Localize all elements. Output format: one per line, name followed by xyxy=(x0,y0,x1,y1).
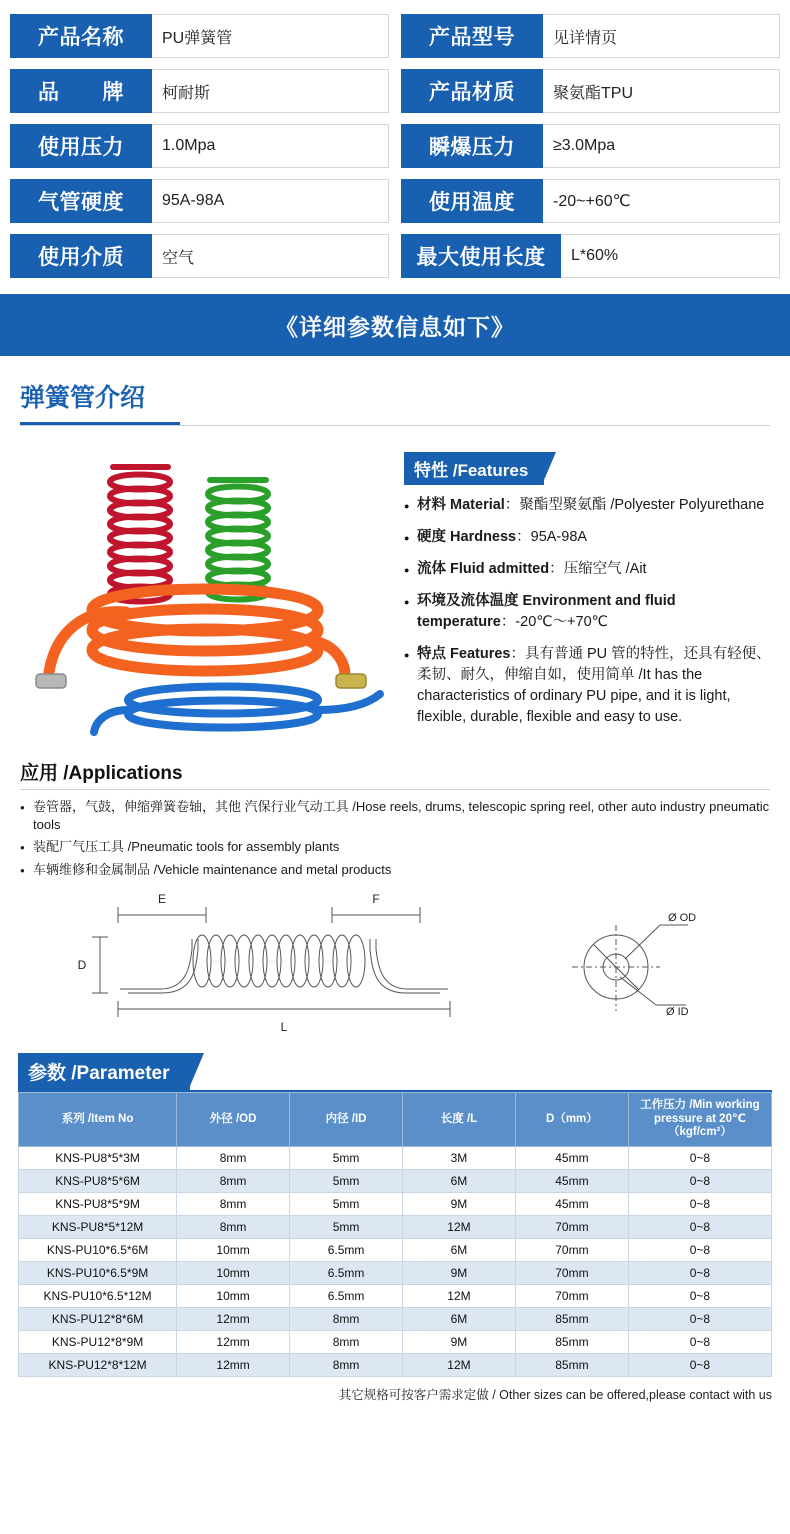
cell-item-no: KNS-PU8*5*3M xyxy=(19,1147,177,1170)
intro-heading xyxy=(20,378,770,426)
spec-row xyxy=(10,179,389,223)
dim-label-l: L xyxy=(280,1019,288,1034)
feature-item xyxy=(404,495,772,516)
hose-coupler xyxy=(36,674,66,688)
spec-label: 产品材质 xyxy=(401,69,543,113)
cell-item-no: KNS-PU12*8*12M xyxy=(19,1354,177,1377)
col-d: D（mm） xyxy=(515,1092,628,1146)
intro-heading-text: 弹簧管介绍 xyxy=(20,384,146,412)
cell-id: 6.5mm xyxy=(290,1285,403,1308)
spec-grid xyxy=(0,0,790,284)
cell-item-no: KNS-PU10*6.5*9M xyxy=(19,1262,177,1285)
cell-pressure: 0~8 xyxy=(628,1216,771,1239)
spec-value: 聚氨酯TPU xyxy=(543,69,780,113)
spec-value: 空气 xyxy=(152,234,389,278)
cell-length: 9M xyxy=(403,1193,516,1216)
spec-row xyxy=(401,69,780,113)
applications-divider xyxy=(20,789,770,790)
spec-value: 1.0Mpa xyxy=(152,124,389,168)
parameter-title: 参数 /Parameter xyxy=(18,1053,190,1090)
spec-label: 最大使用长度 xyxy=(401,234,561,278)
intro-block xyxy=(18,442,772,752)
spec-value: ≥3.0Mpa xyxy=(543,124,780,168)
feature-term: 材料 Material xyxy=(417,497,505,513)
cell-length: 12M xyxy=(403,1354,516,1377)
cell-length: 3M xyxy=(403,1147,516,1170)
cell-id: 5mm xyxy=(290,1170,403,1193)
cell-id: 8mm xyxy=(290,1331,403,1354)
spec-value: 95A-98A xyxy=(152,179,389,223)
table-row xyxy=(19,1285,772,1308)
spec-value: L*60% xyxy=(561,234,780,278)
cell-od: 10mm xyxy=(177,1239,290,1262)
application-item: ● 车辆维修和金属制品 /Vehicle maintenance and metal products xyxy=(20,861,770,879)
parameter-heading xyxy=(18,1053,772,1092)
feature-item xyxy=(404,527,772,548)
cell-item-no: KNS-PU8*5*9M xyxy=(19,1193,177,1216)
cell-id: 8mm xyxy=(290,1308,403,1331)
col-id: 内径 /ID xyxy=(290,1092,403,1146)
cell-id: 5mm xyxy=(290,1216,403,1239)
spec-label: 使用介质 xyxy=(10,234,152,278)
cell-length: 12M xyxy=(403,1216,516,1239)
features-list xyxy=(404,495,772,728)
cell-length: 6M xyxy=(403,1239,516,1262)
feature-term: 流体 Fluid admitted xyxy=(417,561,550,578)
cell-pressure: 0~8 xyxy=(628,1354,771,1377)
feature-desc: ：95A-98A xyxy=(516,529,588,546)
feature-term: 硬度 Hardness xyxy=(417,529,517,546)
applications-title: 应用 /Applications xyxy=(20,763,183,784)
cell-item-no: KNS-PU8*5*6M xyxy=(19,1170,177,1193)
cell-pressure: 0~8 xyxy=(628,1193,771,1216)
cell-od: 12mm xyxy=(177,1354,290,1377)
col-od: 外径 /OD xyxy=(177,1092,290,1146)
spec-value: 见详情页 xyxy=(543,14,780,58)
table-footnote: 其它规格可按客户需求定做 / Other sizes can be offered,please contact with us xyxy=(338,1388,772,1403)
table-row xyxy=(19,1193,772,1216)
parameter-table xyxy=(18,1092,772,1377)
col-length: 长度 /L xyxy=(403,1092,516,1146)
cell-pressure: 0~8 xyxy=(628,1147,771,1170)
dim-label-od: Ø OD xyxy=(668,911,697,924)
cell-d: 70mm xyxy=(515,1262,628,1285)
spec-label: 产品型号 xyxy=(401,14,543,58)
spec-label: 瞬爆压力 xyxy=(401,124,543,168)
feature-desc: ：聚酯型聚氨酯 /Polyester Polyurethane xyxy=(504,497,765,513)
application-item: ● 卷管器，气鼓，伸缩弹簧卷轴，其他 汽保行业气动工具 /Hose reels, drums, telescopic spring reel, other auto industry pneumatic tools xyxy=(20,798,770,834)
cell-id: 8mm xyxy=(290,1354,403,1377)
cell-item-no: KNS-PU12*8*9M xyxy=(19,1331,177,1354)
cell-pressure: 0~8 xyxy=(628,1239,771,1262)
feature-desc: ：具有普通 PU 管的特性，还具有轻便、柔韧、耐久，伸缩自如，使用简单 /It has the characteristics of ordinary PU pipe, and it is light, flexible, durable, flexible and easy to use. xyxy=(417,646,771,726)
table-row xyxy=(19,1216,772,1239)
spec-row xyxy=(401,124,780,168)
cell-od: 10mm xyxy=(177,1262,290,1285)
spec-row xyxy=(401,179,780,223)
cell-od: 8mm xyxy=(177,1193,290,1216)
cell-item-no: KNS-PU10*6.5*12M xyxy=(19,1285,177,1308)
cell-od: 8mm xyxy=(177,1216,290,1239)
table-row xyxy=(19,1147,772,1170)
col-item-no: 系列 /Item No xyxy=(19,1092,177,1146)
detail-banner: 《详细参数信息如下》 xyxy=(0,294,790,356)
cell-pressure: 0~8 xyxy=(628,1262,771,1285)
dimension-diagram xyxy=(20,889,770,1039)
cell-d: 45mm xyxy=(515,1147,628,1170)
cell-pressure: 0~8 xyxy=(628,1331,771,1354)
col-pressure: 工作压力 /Min working pressure at 20℃（kgf/cm²） xyxy=(628,1092,771,1146)
cell-d: 85mm xyxy=(515,1308,628,1331)
coiled-hose-illustration xyxy=(18,442,396,752)
cell-d: 85mm xyxy=(515,1354,628,1377)
table-row xyxy=(19,1308,772,1331)
parameter-underline xyxy=(18,1090,772,1092)
product-photo xyxy=(18,442,396,752)
cell-d: 70mm xyxy=(515,1285,628,1308)
spec-value: PU弹簧管 xyxy=(152,14,389,58)
table-row xyxy=(19,1170,772,1193)
cell-pressure: 0~8 xyxy=(628,1170,771,1193)
application-item: ● 装配厂气压工具 /Pneumatic tools for assembly plants xyxy=(20,838,770,856)
spec-row xyxy=(401,234,780,278)
dim-label-e: E xyxy=(157,891,167,906)
spec-value: -20~+60℃ xyxy=(543,179,780,223)
spec-row xyxy=(10,124,389,168)
cell-item-no: KNS-PU8*5*12M xyxy=(19,1216,177,1239)
applications-list xyxy=(20,798,770,879)
feature-item xyxy=(404,644,772,728)
spec-value: 柯耐斯 xyxy=(152,69,389,113)
spec-row xyxy=(10,234,389,278)
feature-desc: ：-20℃～+70℃ xyxy=(500,614,608,631)
spec-row xyxy=(10,69,389,113)
spec-label: 使用压力 xyxy=(10,124,152,168)
cell-id: 5mm xyxy=(290,1193,403,1216)
table-row xyxy=(19,1331,772,1354)
dim-label-d: D xyxy=(77,957,87,972)
dim-label-id: Ø ID xyxy=(666,1005,689,1018)
cell-d: 70mm xyxy=(515,1239,628,1262)
heading-rule-thin xyxy=(20,425,770,426)
cell-id: 6.5mm xyxy=(290,1239,403,1262)
cell-d: 45mm xyxy=(515,1170,628,1193)
cell-od: 12mm xyxy=(177,1308,290,1331)
cell-od: 10mm xyxy=(177,1285,290,1308)
cell-length: 9M xyxy=(403,1262,516,1285)
spec-row xyxy=(401,14,780,58)
cell-pressure: 0~8 xyxy=(628,1308,771,1331)
cell-d: 85mm xyxy=(515,1331,628,1354)
spec-label: 品 牌 xyxy=(10,69,152,113)
dim-label-f: F xyxy=(372,891,380,906)
table-row xyxy=(19,1262,772,1285)
cell-od: 8mm xyxy=(177,1147,290,1170)
cell-item-no: KNS-PU12*8*6M xyxy=(19,1308,177,1331)
spec-label: 气管硬度 xyxy=(10,179,152,223)
cell-length: 12M xyxy=(403,1285,516,1308)
cell-id: 6.5mm xyxy=(290,1262,403,1285)
cell-d: 45mm xyxy=(515,1193,628,1216)
features-title: 特性 /Features xyxy=(404,452,544,485)
cell-length: 6M xyxy=(403,1308,516,1331)
feature-item xyxy=(404,591,772,633)
cell-od: 12mm xyxy=(177,1331,290,1354)
cell-length: 9M xyxy=(403,1331,516,1354)
features-block xyxy=(396,442,772,752)
hose-coupler xyxy=(336,674,366,688)
cell-id: 5mm xyxy=(290,1147,403,1170)
spec-row xyxy=(10,14,389,58)
cell-item-no: KNS-PU10*6.5*6M xyxy=(19,1239,177,1262)
table-row xyxy=(19,1354,772,1377)
table-row xyxy=(19,1239,772,1262)
feature-desc: ：压缩空气 /Ait xyxy=(549,561,647,578)
technical-drawing xyxy=(20,889,770,1039)
cell-od: 8mm xyxy=(177,1170,290,1193)
feature-term: 环境及流体温度 Environment and fluid temperature xyxy=(417,593,676,631)
applications-block xyxy=(20,758,770,879)
spec-label: 产品名称 xyxy=(10,14,152,58)
cell-pressure: 0~8 xyxy=(628,1285,771,1308)
spec-label: 使用温度 xyxy=(401,179,543,223)
cell-d: 70mm xyxy=(515,1216,628,1239)
feature-term: 特点 Features xyxy=(417,646,511,663)
table-header-row xyxy=(19,1092,772,1146)
feature-item xyxy=(404,559,772,580)
cell-length: 6M xyxy=(403,1170,516,1193)
